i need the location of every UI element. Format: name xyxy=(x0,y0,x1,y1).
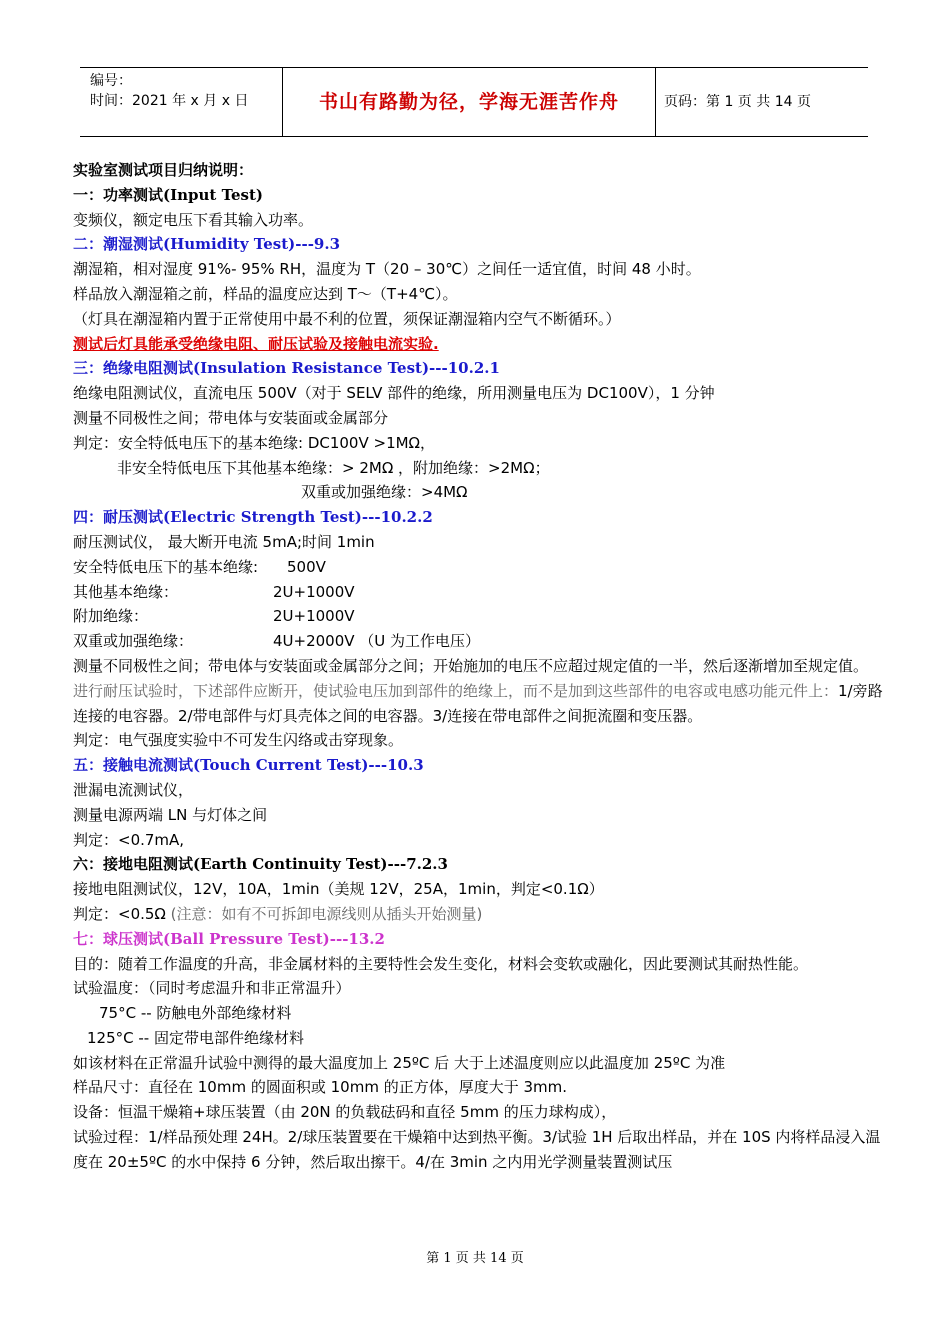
header-motto-cell xyxy=(282,68,656,136)
time-label: 时间：2021 年 x 月 x 日 xyxy=(90,93,249,109)
paragraph-part-3: 1/旁路连接的电容器。2/带电部件与灯具壳体之间的电容器。3/连接在带电部件之间扼流圈和变压器。 xyxy=(73,681,883,725)
row-label: 安全特低电压下的基本绝缘: xyxy=(73,557,259,576)
section-7-line-2: 75°C -- 防触电外部绝缘材料 xyxy=(99,1004,292,1023)
section-2-note: 测试后灯具能承受绝缘电阻、耐压试验及接触电流实验. xyxy=(73,334,439,353)
section-3-line-1: 绝缘电阻测试仪，直流电压 500V（对于 SELV 部件的绝缘，所用测量电压为 DC100V），1 分钟 xyxy=(73,384,715,403)
page-footer: 第 1 页 共 14 页 xyxy=(426,1251,524,1266)
section-4-line-6: 判定：电气强度实验中不可发生闪络或击穿现象。 xyxy=(73,731,404,750)
section-7-line-1: 试验温度：（同时考虑温升和非正常温升） xyxy=(73,979,351,998)
section-4-row-other xyxy=(73,580,883,605)
section-7-paragraph-1: 目的：随着工作温度的升高，非金属材料的主要特性会发生变化，材料会变软或融化，因此要测试其耐热性能。 xyxy=(73,954,809,973)
section-4-paragraph xyxy=(73,654,883,728)
section-6-line-2 xyxy=(73,902,883,927)
section-2-title: 二：潮湿测试(Humidity Test)---9.3 xyxy=(73,235,341,254)
section-7-line-3: 125°C -- 固定带电部件绝缘材料 xyxy=(87,1028,304,1047)
row-value: 4U+2000V （U 为工作电压） xyxy=(273,632,481,651)
section-1-line: 变频仪，额定电压下看其输入功率。 xyxy=(73,210,314,229)
section-3-line-2: 测量不同极性之间；带电体与安装面或金属部分 xyxy=(73,408,389,427)
row-value: 2U+1000V xyxy=(273,582,355,601)
number-label: 编号： xyxy=(90,73,132,89)
doc-title: 实验室测试项目归纳说明： xyxy=(73,161,254,179)
page-number-label: 页码：第 1 页 共 14 页 xyxy=(664,94,811,110)
section-5-title: 五：接触电流测试(Touch Current Test)---10.3 xyxy=(73,756,424,775)
section-6-title: 六：接地电阻测试(Earth Continuity Test)---7.2.3 xyxy=(73,855,448,874)
judgement: 判定：<0.5Ω xyxy=(73,904,171,923)
header-meta-cell xyxy=(80,68,282,136)
section-4-row-basic xyxy=(73,555,883,580)
section-2-line-3: （灯具在潮湿箱内置于正常使用中最不利的位置，须保证潮湿箱内空气不断循环。） xyxy=(73,309,621,328)
motto: 书山有路勤为径，学海无涯苦作舟 xyxy=(318,91,619,113)
section-3-line-3: 判定：安全特低电压下的基本绝缘: DC100V >1MΩ， xyxy=(73,433,436,452)
section-6-line-1: 接地电阻测试仪，12V，10A，1min（美规 12V，25A，1min，判定<0.1Ω） xyxy=(73,880,604,899)
section-5-line-3: 判定：<0.7mA, xyxy=(73,830,185,849)
row-value: 500V xyxy=(287,557,326,576)
row-label: 双重或加强绝缘： xyxy=(73,632,194,651)
section-5-line-2: 测量电源两端 LN 与灯体之间 xyxy=(73,805,268,824)
section-3-line-5: 双重或加强绝缘：>4MΩ xyxy=(301,483,468,502)
row-value: 2U+1000V xyxy=(273,607,355,626)
row-label: 其他基本绝缘： xyxy=(73,582,179,601)
section-3-line-4: 非安全特低电压下其他基本绝缘：> 2MΩ ，附加绝缘：>2MΩ； xyxy=(117,458,550,477)
section-5-line-1: 泄漏电流测试仪， xyxy=(73,780,194,799)
judgement-note: (注意：如有不可拆卸电源线则从插头开始测量) xyxy=(170,904,483,923)
section-4-row-additional xyxy=(73,604,883,629)
section-7-title: 七：球压测试(Ball Pressure Test)---13.2 xyxy=(73,929,385,948)
section-4-title: 四：耐压测试(Electric Strength Test)---10.2.2 xyxy=(73,508,433,527)
section-7-line-5: 样品尺寸：直径在 10mm 的圆面积或 10mm 的正方体，厚度大于 3mm. xyxy=(73,1078,567,1097)
row-label: 附加绝缘： xyxy=(73,607,149,626)
document-body xyxy=(73,158,883,1175)
section-2-line-1: 潮湿箱，相对湿度 91%- 95% RH，温度为 T（20 – 30℃）之间任一适宜值，时间 48 小时。 xyxy=(73,260,701,279)
section-7-line-6: 设备：恒温干燥箱+球压装置（由 20N 的负载砝码和直径 5mm 的压力球构成）， xyxy=(73,1103,617,1122)
paragraph-part-2: 进行耐压试验时，下述部件应断开，使试验电压加到部件的绝缘上，而不是加到这些部件的电容或电感功能元件上： xyxy=(73,681,839,700)
page-header xyxy=(80,67,868,137)
section-2-line-2: 样品放入潮湿箱之前，样品的温度应达到 T～（T+4℃）。 xyxy=(73,284,458,303)
section-7-paragraph-2: 试验过程：1/样品预处理 24H。2/球压装置要在干燥箱中达到热平衡。3/试验 1H 后取出样品，并在 10S 内将样品浸入温度在 20±5ºC 的水中保持 6 分钟，然后取出擦干。4/在 3min 之内用光学测量装置测试压 xyxy=(73,1128,881,1171)
section-4-row-double xyxy=(73,629,883,654)
section-3-title: 三：绝缘电阻测试(Insulation Resistance Test)---10.2.1 xyxy=(73,359,500,378)
section-4-line-1: 耐压测试仪， 最大断开电流 5mA;时间 1min xyxy=(73,532,375,551)
header-page-cell xyxy=(656,68,868,136)
section-7-line-4: 如该材料在正常温升试验中测得的最大温度加上 25ºC 后 大于上述温度则应以此温度加 25ºC 为准 xyxy=(73,1053,726,1072)
section-1-title: 一：功率测试(Input Test) xyxy=(73,185,264,204)
paragraph-part-1: 测量不同极性之间；带电体与安装面或金属部分之间；开始施加的电压不应超过规定值的一半，然后逐渐增加至规定值。 xyxy=(73,656,869,675)
